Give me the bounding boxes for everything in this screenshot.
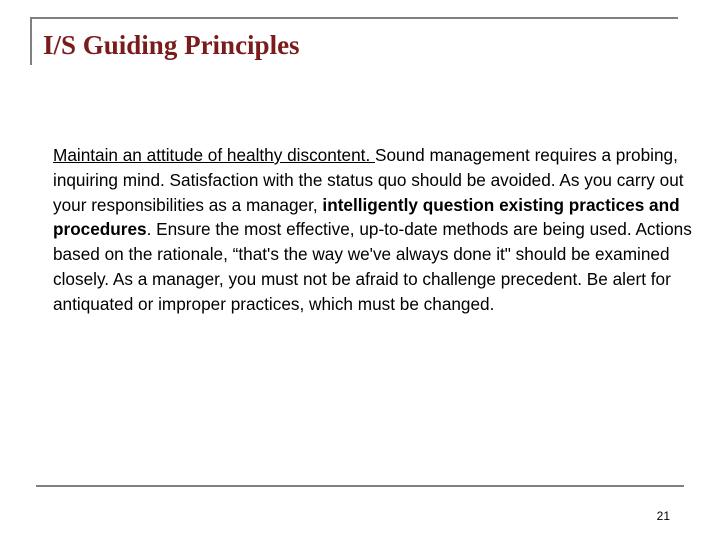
- title-frame-top-line: [30, 17, 678, 19]
- page-number: 21: [656, 509, 670, 523]
- slide-body-paragraph: [53, 143, 703, 317]
- body-emphasis-bold: intelligently question existing practices and procedures: [53, 194, 680, 240]
- body-text-part-2: . Ensure the most effective, up-to-date methods are being used. Actions based on the rationale, “that's the way we've always done it" should be examined closely. As a manager, you must not be afraid to challenge precedent. Be alert for antiquated or improper practices, which must be changed.: [53, 219, 692, 314]
- title-frame-left-line: [30, 17, 32, 65]
- footer-divider-line: [36, 485, 684, 487]
- body-lead-underlined: Maintain an attitude of healthy discontent.: [53, 145, 375, 165]
- slide-title: I/S Guiding Principles: [43, 30, 300, 60]
- body-text-part-1: Sound management requires a probing, inquiring mind. Satisfaction with the status quo should be avoided. As you carry out your responsibilities as a manager,: [53, 145, 684, 215]
